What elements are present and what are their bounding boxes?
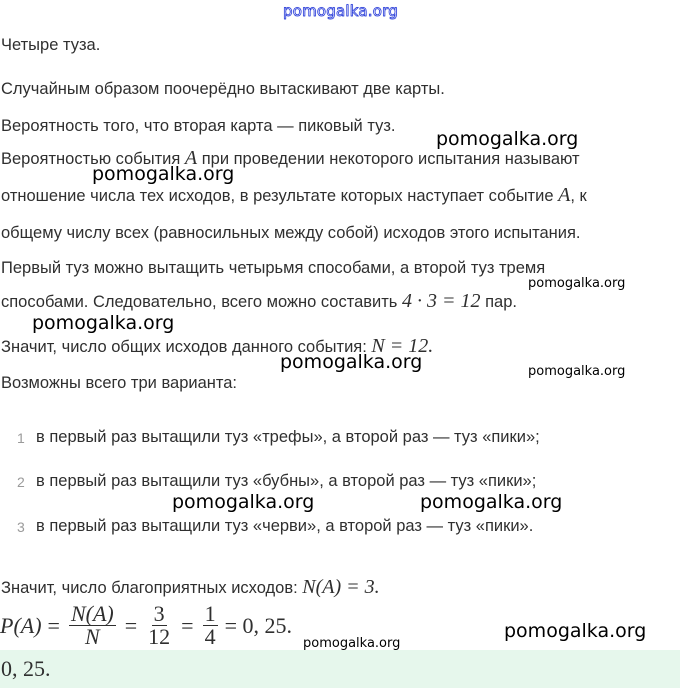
list-item: в первый раз вытащили туз «бубны», а второй раз — туз «пики»;: [36, 472, 537, 490]
math-favorable: N(A) = 3.: [302, 576, 380, 598]
watermark: pomogalka.org: [32, 312, 175, 334]
fraction-denominator: 4: [204, 624, 216, 649]
probability-formula: [0, 603, 292, 648]
count-text: Значит, число общих исходов данного события:: [1, 338, 372, 356]
watermark: pomogalka.org: [420, 491, 563, 513]
formula-lhs: P(A): [0, 612, 42, 638]
watermark: pomogalka.org: [303, 636, 401, 651]
formula-equals: =: [47, 612, 60, 638]
formula-equals: =: [181, 612, 194, 638]
fraction-numerator: 3: [153, 601, 165, 626]
definition-line-3: общему числу всех (равносильных между собой) исходов этого испытания.: [1, 224, 581, 242]
count-line-1: Первый туз можно вытащить четырьмя способами, а второй туз тремя: [1, 259, 546, 277]
list-item-number: 1: [17, 430, 25, 446]
problem-line-3: Вероятность того, что вторая карта — пиковый туз.: [1, 117, 396, 135]
formula-equals: =: [124, 612, 138, 638]
fraction-3-over-12: [146, 603, 172, 648]
count-line-2: [1, 291, 517, 312]
math-total: N = 12.: [371, 335, 434, 357]
list-item-number: 2: [17, 474, 25, 490]
math-var-a: A: [184, 147, 198, 169]
fraction-denominator: 12: [148, 624, 171, 649]
definition-text: Вероятностью события: [1, 150, 185, 168]
count-line-4: Возможны всего три варианта:: [1, 374, 238, 392]
count-text: пар.: [480, 293, 517, 311]
definition-text: при проведении некоторого испытания называют: [197, 150, 580, 168]
watermark: pomogalka.org: [528, 364, 626, 379]
definition-line-2: [1, 185, 587, 206]
favorable-line: [1, 577, 380, 598]
definition-text: , к: [570, 187, 587, 205]
definition-line-1: [1, 148, 580, 169]
list-item: в первый раз вытащили туз «черви», а второй раз — туз «пики».: [36, 517, 534, 535]
fraction-1-over-4: [203, 603, 218, 648]
answer-value: 0, 25.: [1, 656, 51, 681]
favorable-text: Значит, число благоприятных исходов:: [1, 579, 303, 597]
watermark: pomogalka.org: [528, 276, 626, 291]
count-text: способами. Следовательно, всего можно составить: [1, 293, 402, 311]
answer-box: [0, 650, 680, 688]
math-pairs: 4 · 3 = 12: [402, 290, 481, 312]
problem-line-2: Случайным образом поочерёдно вытаскивают две карты.: [1, 80, 445, 98]
watermark: pomogalka.org: [436, 128, 579, 150]
fraction-numerator: N(A): [70, 601, 114, 626]
watermark: pomogalka.org: [504, 620, 647, 642]
math-var-a: A: [558, 184, 571, 206]
list-item-number: 3: [17, 519, 25, 535]
watermark: pomogalka.org: [92, 163, 235, 185]
definition-text: отношение числа тех исходов, в результате которых наступает событие: [1, 187, 559, 205]
fraction-n-a-over-n: [69, 603, 116, 648]
watermark: pomogalka.org: [172, 491, 315, 513]
list-item: в первый раз вытащили туз «трефы», а второй раз — туз «пики»;: [36, 428, 540, 446]
fraction-numerator: 1: [204, 601, 216, 626]
formula-result: = 0, 25.: [224, 612, 292, 638]
problem-line-1: Четыре туза.: [1, 36, 101, 54]
fraction-denominator: N: [84, 624, 100, 649]
watermark-top: pomogalka.org: [283, 2, 398, 20]
watermark: pomogalka.org: [280, 351, 423, 373]
